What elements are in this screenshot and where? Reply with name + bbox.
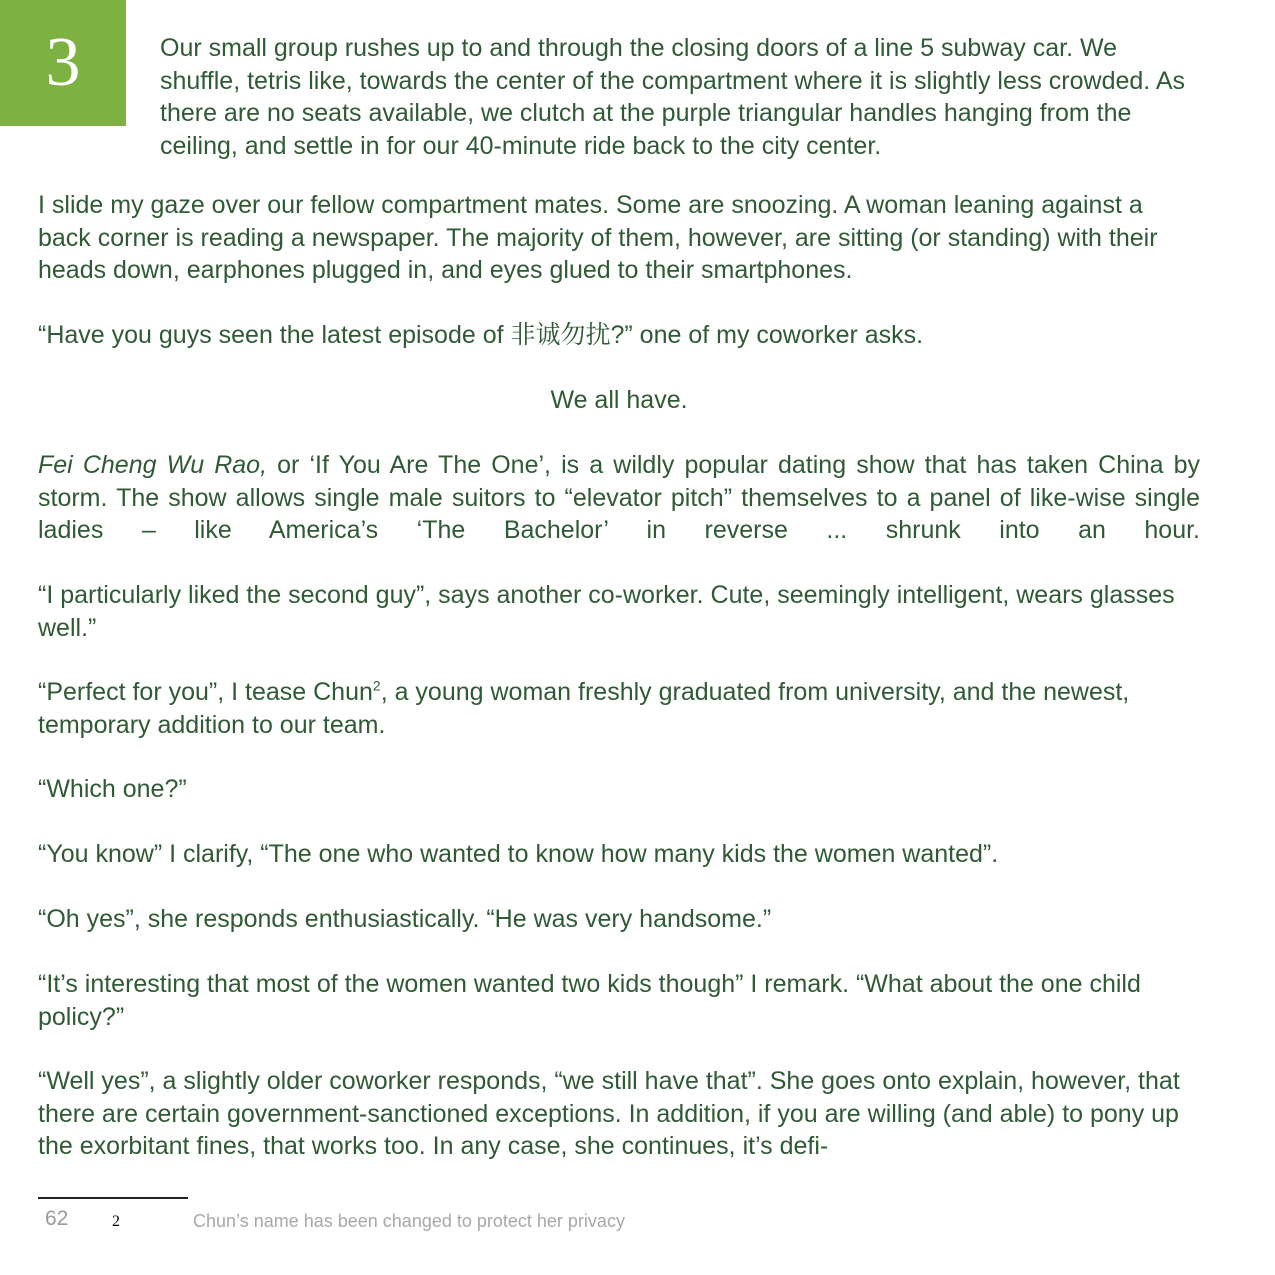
- paragraph-clarify: “You know” I clarify, “The one who wanted to know how many kids the women wanted”.: [38, 840, 999, 868]
- chapter-number: 3: [45, 24, 81, 101]
- paragraph-we-all-have: We all have.: [550, 386, 688, 414]
- paragraph-perfect-for-you: “Perfect for you”, I tease Chun$^2$, a young woman freshly graduated from university, and the newest, temporary addition to our team.: [38, 677, 1130, 739]
- show-description-text: or ‘If You Are The One’, is a wildly popular dating show that has taken China by storm. The show allows single male suitors to “elevator pitch” themselves to a panel of like-wise single ladies – like America’s ‘The Bachelor’ in reverse ... shrunk into an hour.: [38, 451, 1200, 544]
- paragraph-second-guy: “I particularly liked the second guy”, says another co-worker. Cute, seemingly intelligent, wears glasses well.”: [38, 581, 1175, 642]
- paragraph-which-one: “Which one?”: [38, 775, 187, 803]
- footnote-text: Chun’s name has been changed to protect her privacy: [193, 1211, 625, 1231]
- footnote-ref: 2: [372, 677, 381, 694]
- intro-paragraph: Our small group rushes up to and through the closing doors of a line 5 subway car. We shuffle, tetris like, towards the center of the compartment where it is slightly less crowded. As there are no seats available, we clutch at the purple triangular handles hanging from the ceiling, and settle in for our 40-minute ride back to the city center.: [160, 34, 1185, 160]
- paragraph-show-description: [38, 449, 1200, 547]
- paragraph-question: “Have you guys seen the latest episode of 非诚勿扰?” one of my coworker asks.: [38, 321, 924, 349]
- page-number: 62: [45, 1207, 69, 1230]
- footnote-divider: [38, 1197, 188, 1199]
- paragraph-exceptions: “Well yes”, a slightly older coworker responds, “we still have that”. She goes onto explain, however, that there are certain government-sanctioned exceptions. In addition, if you are willing (and able) to pony up the exorbitant fines, that works too. In any case, she continues, it’s defi-: [38, 1067, 1180, 1160]
- paragraph-compartment: I slide my gaze over our fellow compartment mates. Some are snoozing. A woman leaning against a back corner is reading a newspaper. The majority of them, however, are sitting (or standing) with their heads down, earphones plugged in, and eyes glued to their smartphones.: [38, 191, 1158, 284]
- footnote-marker: 2: [112, 1213, 120, 1230]
- paragraph-handsome: “Oh yes”, she responds enthusiastically. “He was very handsome.”: [38, 905, 772, 933]
- paragraph-one-child-policy: “It’s interesting that most of the women wanted two kids though” I remark. “What about the one child policy?”: [38, 970, 1141, 1031]
- chapter-number-box: [0, 0, 126, 126]
- show-title: Fei Cheng Wu Rao,: [38, 451, 268, 479]
